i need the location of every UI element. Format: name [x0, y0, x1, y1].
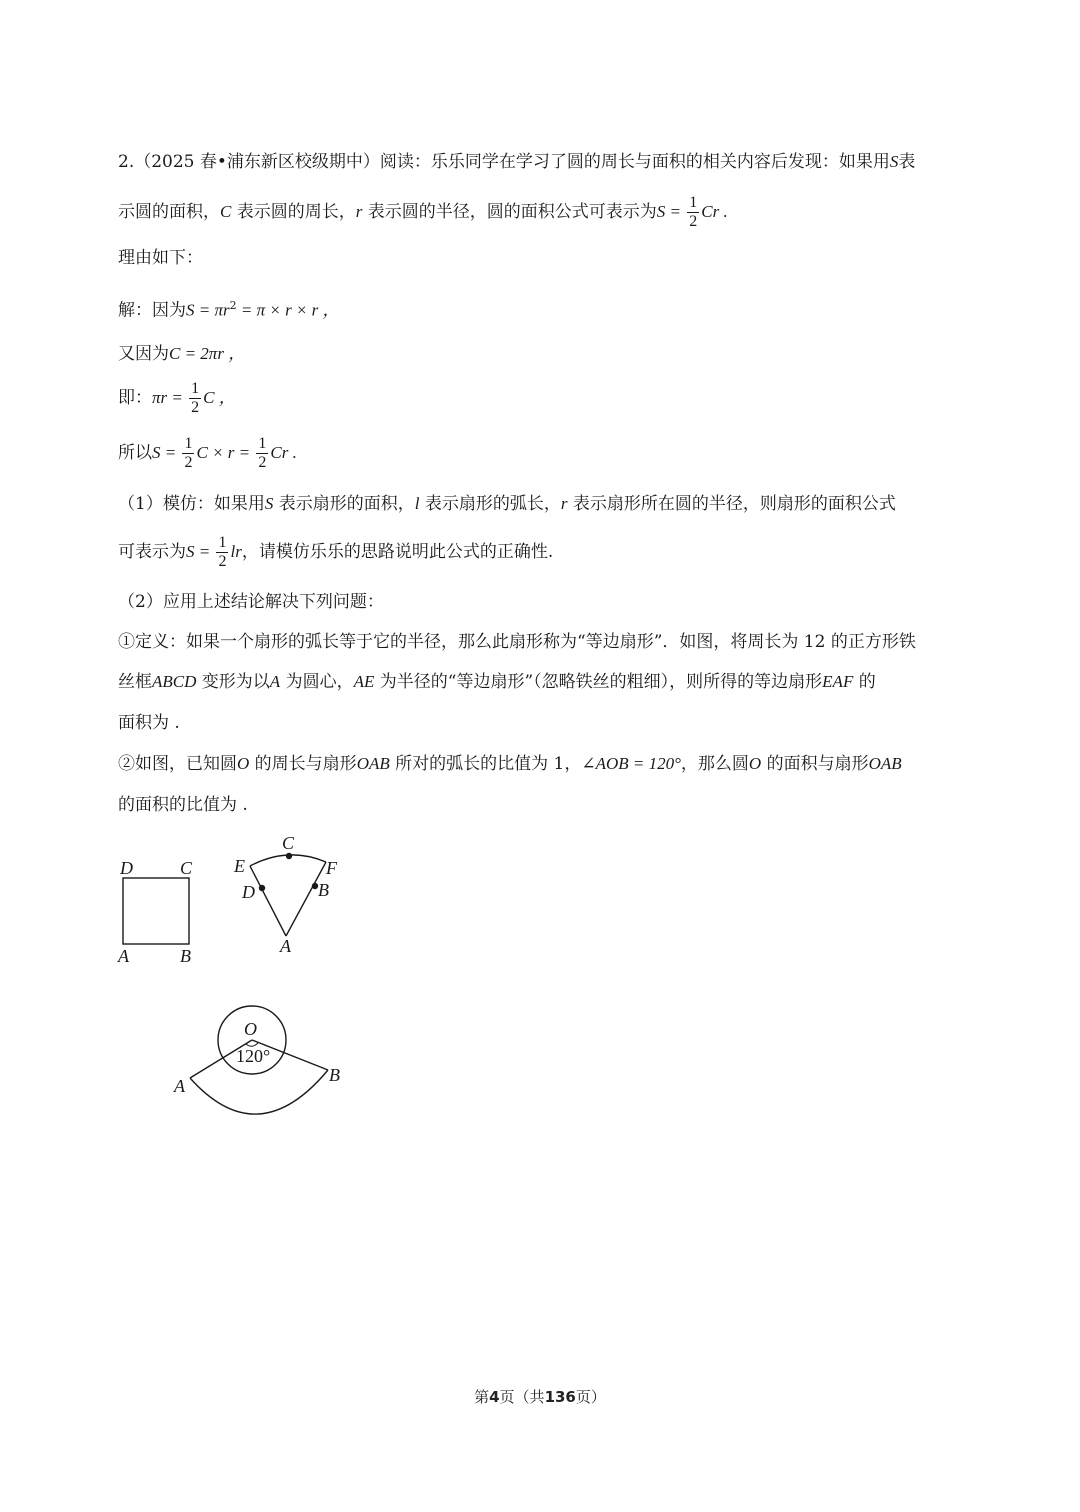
label-O: O	[244, 1019, 257, 1039]
total-pages: 136	[544, 1388, 576, 1406]
question-1-line-1: ①定义：如果一个扇形的弧长等于它的半径，那么此扇形称为“等边扇形”．如图，将周长为 12 的正方形铁	[118, 632, 916, 652]
label-B: B	[329, 1065, 340, 1085]
label-B: B	[180, 946, 191, 966]
fraction-half: $\frac{1}{2}$	[258, 435, 267, 471]
problem-line-1: 2.（2025 春•浦东新区校级期中）阅读：乐乐同学在学习了圆的周长与面积的相关内容后发现：如果用S表	[118, 152, 916, 172]
part-1-line-1: （1）模仿：如果用S 表示扇形的面积，l 表示扇形的弧长，r 表示扇形所在圆的半径，则扇形的面积公式	[118, 494, 896, 514]
ie-line: 即：πr = $\frac{1}{2}$ C ，	[118, 380, 236, 416]
label-B: B	[318, 880, 329, 900]
label-D: D	[120, 858, 133, 878]
problem-line-2: 示圆的面积，C 表示圆的周长，r 表示圆的半径，圆的面积公式可表示为S = $\frac{1}{2}$ Cr .	[118, 194, 728, 230]
question-2-line-2: 的面积的比值为 .	[118, 795, 248, 815]
point-D	[259, 885, 265, 891]
square-figure	[110, 850, 210, 970]
so-line: 所以S = $\frac{1}{2}$ C × r = $\frac{1}{2}$ Cr .	[118, 435, 297, 471]
also-line: 又因为C = 2πr ，	[118, 344, 246, 364]
label-C: C	[180, 858, 193, 878]
page-footer: 第4页（共136页）	[474, 1388, 606, 1406]
angle-label: 120°	[236, 1046, 271, 1066]
label-D: D	[242, 882, 255, 902]
sector-figure	[228, 830, 358, 960]
part-2-line: （2）应用上述结论解决下列问题：	[118, 592, 384, 612]
fraction-half: $\frac{1}{2}$	[218, 534, 227, 570]
label-A: A	[174, 1076, 185, 1096]
question-1-line-3: 面积为 .	[118, 713, 180, 733]
question-1-line-2: 丝框ABCD 变形为以A 为圆心，AE 为半径的“等边扇形”（忽略铁丝的粗细），则所得的等边扇形EAF 的	[118, 672, 876, 692]
square-shape	[123, 878, 189, 944]
label-A: A	[280, 936, 291, 956]
part-1-line-2: 可表示为S = $\frac{1}{2}$ lr，请模仿乐乐的思路说明此公式的正确性.	[118, 534, 554, 570]
label-A: A	[118, 946, 129, 966]
sector-radius-AE	[250, 866, 286, 936]
fraction-half: $\frac{1}{2}$	[184, 435, 193, 471]
sector-arc-AB	[190, 1070, 328, 1114]
label-C: C	[282, 833, 295, 853]
page-number: 4	[489, 1388, 500, 1406]
label-E: E	[234, 856, 245, 876]
circle-sector-figure	[168, 1000, 358, 1140]
reason-line: 理由如下：	[118, 248, 203, 268]
question-2-line-1: ②如图，已知圆O 的周长与扇形OAB 所对的弧长的比值为 1，∠AOB = 120°，那么圆O 的面积与扇形OAB	[118, 754, 902, 774]
point-C	[286, 853, 292, 859]
solution-line: 解：因为$S = \pi r^2 = \pi \times r \times r$ ，	[118, 299, 340, 321]
label-F: F	[326, 858, 337, 878]
fraction-half: $\frac{1}{2}$	[689, 194, 698, 230]
fraction-half: $\frac{1}{2}$	[191, 380, 200, 416]
